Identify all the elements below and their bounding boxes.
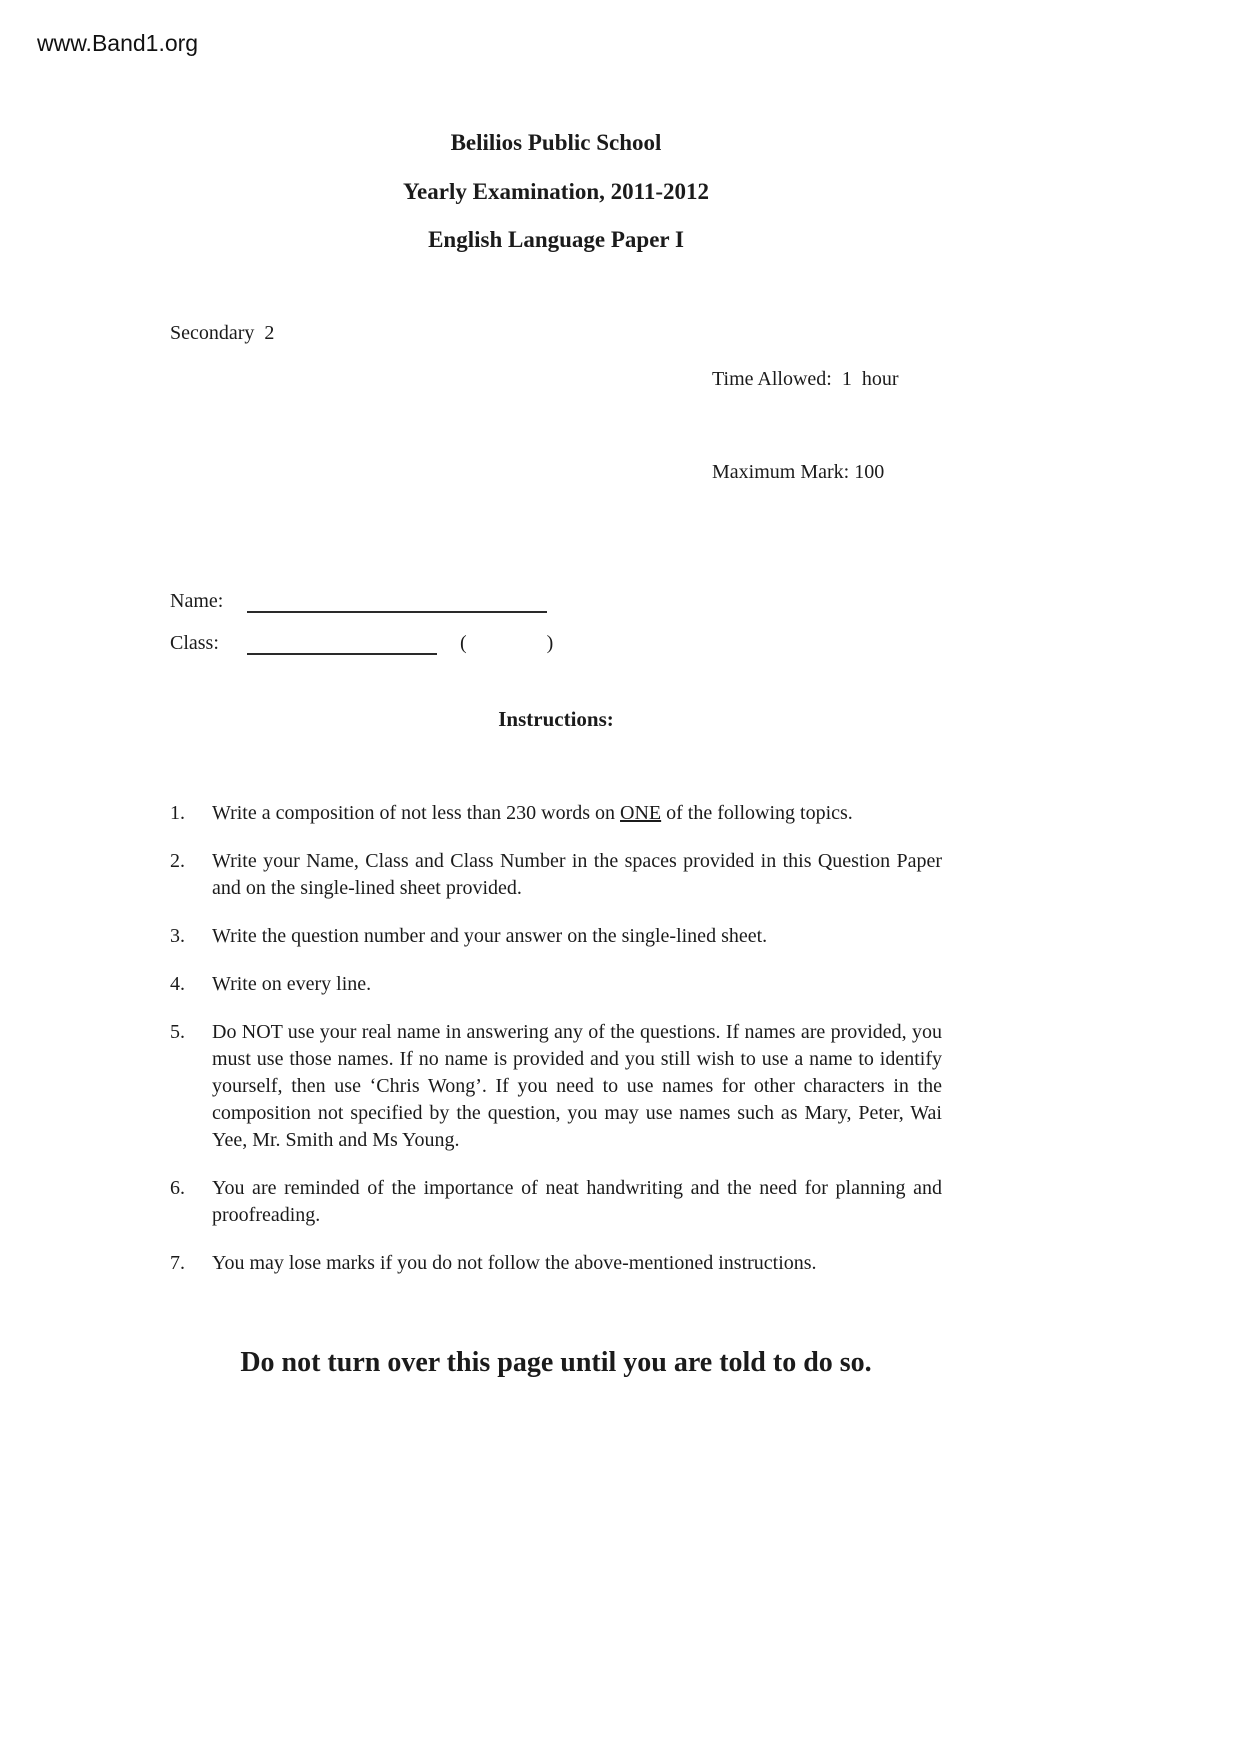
class-fill-line bbox=[247, 633, 437, 655]
instruction-text-post: of the following topics. bbox=[661, 801, 853, 824]
do-not-turn-warning: Do not turn over this page until you are told to do so. bbox=[240, 1346, 872, 1378]
instruction-item-7 bbox=[170, 1250, 942, 1277]
instruction-text: Do NOT use your real name in answering any of the questions. If names are provided, you must use those names. If no name is provided and you still wish to use a name to identify yourself, then use ‘Chris Wong’. If you need to use names for other characters in the composition not specified by the question, you may use names such as Mary, Peter, Wai Yee, Mr. Smith and Ms Young. bbox=[212, 1020, 942, 1151]
name-field-row bbox=[170, 590, 942, 613]
name-label: Name: bbox=[170, 589, 224, 612]
instruction-number: 1. bbox=[170, 801, 185, 824]
instruction-item-6 bbox=[170, 1175, 942, 1229]
instruction-text: Write on every line. bbox=[212, 972, 372, 995]
instructions-list bbox=[170, 800, 942, 1277]
school-name: Belilios Public School bbox=[450, 130, 662, 155]
instruction-text-pre: Write a composition of not less than 230 words on bbox=[212, 801, 621, 824]
class-number-paren-open: ( bbox=[460, 631, 467, 654]
instruction-item-3 bbox=[170, 923, 942, 950]
instruction-text: Write your Name, Class and Class Number in the spaces provided in this Question Paper and on the single-lined sheet provided. bbox=[212, 849, 942, 899]
instruction-item-1 bbox=[170, 800, 942, 827]
instruction-item-4 bbox=[170, 971, 942, 998]
page-content bbox=[170, 129, 942, 1379]
header-title-block bbox=[170, 129, 942, 254]
class-field-row bbox=[170, 632, 942, 655]
student-fields-block bbox=[170, 590, 942, 655]
instruction-number: 2. bbox=[170, 849, 185, 872]
instructions-heading: Instructions: bbox=[498, 706, 614, 731]
instruction-text bbox=[212, 800, 942, 827]
class-number-paren-close: ) bbox=[546, 631, 554, 654]
instruction-text: Write the question number and your answer on the single-lined sheet. bbox=[212, 924, 768, 947]
class-label: Class: bbox=[170, 631, 219, 654]
site-watermark: www.Band1.org bbox=[37, 30, 199, 56]
instruction-text: You may lose marks if you do not follow the above-mentioned instructions. bbox=[212, 1251, 817, 1274]
instruction-number: 7. bbox=[170, 1251, 185, 1274]
exam-meta-row bbox=[170, 322, 942, 554]
time-allowed: Time Allowed: 1 hour bbox=[712, 367, 899, 390]
instruction-text: You are reminded of the importance of neat handwriting and the need for planning and proofreading. bbox=[212, 1176, 942, 1226]
paper-title: English Language Paper I bbox=[428, 227, 684, 253]
instruction-number: 3. bbox=[170, 924, 185, 947]
instruction-text-underlined: ONE bbox=[620, 801, 662, 824]
exam-meta-right bbox=[712, 322, 942, 554]
instruction-number: 6. bbox=[170, 1176, 185, 1199]
name-fill-line bbox=[247, 591, 547, 613]
exam-title: Yearly Examination, 2011-2012 bbox=[402, 178, 710, 204]
instruction-number: 5. bbox=[170, 1020, 185, 1043]
instruction-number: 4. bbox=[170, 972, 185, 995]
maximum-mark: Maximum Mark: 100 bbox=[712, 460, 885, 483]
instruction-item-5 bbox=[170, 1019, 942, 1154]
class-level: Secondary 2 bbox=[170, 321, 275, 344]
instruction-item-2 bbox=[170, 848, 942, 902]
